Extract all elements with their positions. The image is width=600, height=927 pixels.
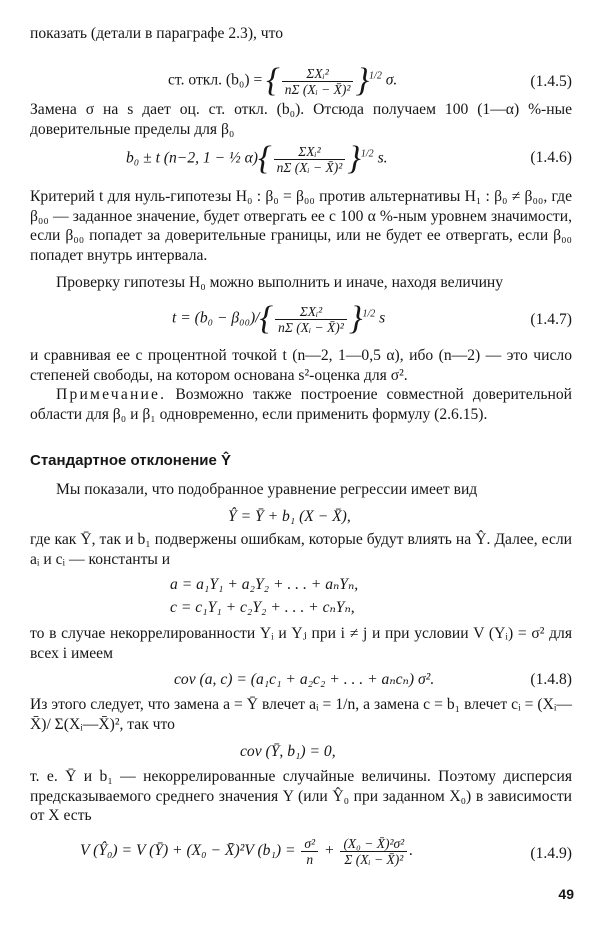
- fraction-denominator: nΣ (Xᵢ − X̄)²: [278, 319, 344, 335]
- paragraph-note: [30, 385, 572, 424]
- exponent: 1/2: [360, 148, 374, 160]
- equation-lhs: V (Ŷ₀) = V (Ȳ) + (X₀ − X̄)²V (b₁) =: [80, 842, 300, 860]
- book-page: показать (детали в параграфе 2.3), что ст. откл. (b₀) = { $\frac{\text{ΣXᵢ²}}{\text{nΣ (Xᵢ − X̄)²}}$ }$^{1/2}$ σ. (1.4.5) Замена σ на s дает оц. ст. откл. (b₀). Отсюда получаем 100 (1—α) %-ные доверительные пределы для β₀ b₀ ± t (n−2, 1 − ½ α){ $\frac{\text{ΣXᵢ²}}{\text{nΣ (Xᵢ − X̄)²}}$ }$^{1/2}$ s. (1.4.6) Критерий t для нуль-гипотезы H₀ : β₀ = β₀₀ против альтернативы H₁ : β₀ ≠ β₀₀, где β₀₀ — заданное значение, будет отвергать ее с 100 α %-ным уровнем значимости, если β₀₀ попадет за доверительные границы, или не будет ее отвергать, если β₀₀ попадет внутрь интервала. Проверку гипотезы H₀ можно выполнить и иначе, находя величину t = (b₀ − β₀₀)/{ $\frac{\text{ΣXᵢ²}}{\text{nΣ (Xᵢ − X̄)²}}$ }$^{1/2}$ s (1.4.7) и сравнивая ее с процентной точкой t (n—2, 1—0,5 α), ибо (n—2) — это число степеней свободы, на котором основана s²-оценка для σ². Примечание. Возможно также построение совместной доверительной области для β₀ и β₁ одновременно, если применить формулу (2.6.15). Стандартное отклонение Ŷ Мы показали, что подобранное уравнение регрессии имеет вид Ŷ = Ȳ + b₁ (X − X̄), где как Ȳ, так и b₁ подвержены ошибкам, которые будут влиять на Ŷ. Далее, если aᵢ и cᵢ — константы и a = a₁Y₁ + a₂Y₂ + . . . + aₙYₙ, c = c₁Y₁ + c₂Y₂ + . . . + cₙYₙ, то в случае некоррелированности Yᵢ и Yⱼ при i ≠ j и при условии V (Yᵢ) = σ² для всех i имеем cov (a, c) = (a₁c₁ + a₂c₂ + . . . + aₙcₙ) σ². (1.4.8) Из этого следует, что замена a = Ȳ влечет aᵢ = 1/n, а замена c = b₁ влечет cᵢ = (Xᵢ—X̄)/ Σ(Xᵢ—X̄)², так что cov (Ȳ, b₁) = 0, т. е. Ȳ и b₁ — некоррелированные случайные величины. Поэтому дисперсия предсказываемого среднего значения Y (или Ŷ₀ при заданном X₀) в зависимости от X есть V (Ŷ₀) = V (Ȳ) + (X₀ − X̄)²V (b₁) = $\frac{\text{σ²}}{n}$ + $\frac{\text{(X₀ − X̄)²σ²}}{\text{Σ (Xᵢ − X̄)²}}$ . (1.4.9) 49: [0, 0, 600, 927]
- equation-number: (1.4.8): [530, 671, 572, 688]
- paragraph-check-hypothesis: Проверку гипотезы H₀ можно выполнить и иначе, находя величину: [56, 274, 504, 291]
- equation-lhs: ст. откл. (b₀) =: [168, 71, 267, 89]
- equation-tail: σ.: [381, 71, 398, 89]
- equation-lhs: t = (b₀ − β₀₀)/: [172, 309, 260, 327]
- paragraph-regression: Мы показали, что подобранное уравнение регрессии имеет вид: [56, 481, 478, 498]
- equation-number: (1.4.5): [530, 73, 572, 90]
- exponent: 1/2: [369, 70, 382, 82]
- note-lead: Примечание.: [56, 386, 167, 403]
- fraction-numerator: ΣXᵢ²: [282, 66, 354, 82]
- equation-lhs: b₀ ± t (n−2, 1 − ½ α): [126, 149, 258, 167]
- paragraph-replacement: Замена σ на s дает оц. ст. откл. (b₀). Отсюда получаем 100 (1—α) %-ные доверительные пределы для β₀: [30, 101, 572, 138]
- paragraph-compare: и сравнивая ее с процентной точкой t (n—2, 1—0,5 α), ибо (n—2) — это число степеней свободы, на котором основана s²-оценка для σ².: [30, 347, 572, 384]
- paragraph-errors: где как Ȳ, так и b₁ подвержены ошибкам, которые будут влиять на Ŷ. Далее, если aᵢ и cᵢ — константы и: [30, 531, 572, 568]
- paragraph-intro: показать (детали в параграфе 2.3), что: [30, 25, 284, 42]
- paragraph-variance: т. е. Ȳ и b₁ — некоррелированные случайные величины. Поэтому дисперсия предсказываемого среднего значения Y (или Ŷ₀ при заданном X₀) в зависимости от X есть: [30, 768, 572, 824]
- paragraph-follows: Из этого следует, что замена a = Ȳ влечет aᵢ = 1/n, а замена c = b₁ влечет cᵢ = (Xᵢ—X̄)/ Σ(Xᵢ—X̄)², так что: [30, 696, 572, 733]
- fraction-numerator: ΣXᵢ²: [274, 144, 346, 160]
- paragraph-criterion: Критерий t для нуль-гипотезы H₀ : β₀ = β₀₀ против альтернативы H₁ : β₀ ≠ β₀₀, где β₀₀ — заданное значение, будет отвергать ее с 100 α %-ным уровнем значимости, если β₀₀ попадет за доверительные границы, или не будет ее отвергать, если β₀₀ попадет внутрь интервала.: [30, 188, 572, 264]
- fraction-denominator: nΣ (Xᵢ − X̄)²: [276, 159, 343, 175]
- equation-number: (1.4.9): [530, 845, 572, 862]
- equation-tail: s.: [373, 149, 388, 167]
- page-number: 49: [558, 886, 574, 902]
- equation-number: (1.4.7): [530, 311, 572, 328]
- fraction-numerator: ΣXᵢ²: [275, 304, 347, 320]
- equation-1-4-6: b₀ ± t (n−2, 1 − ½ α){ $\frac{\text{ΣXᵢ²}}{\text{nΣ (Xᵢ − X̄)²}}$ }$^{1/2}$ s. (1.4.6): [126, 140, 572, 177]
- equation-number: (1.4.6): [530, 149, 572, 166]
- fraction-denominator: nΣ (Xᵢ − X̄)²: [284, 81, 351, 97]
- paragraph-uncorrelated: то в случае некоррелированности Yᵢ и Yⱼ при i ≠ j и при условии V (Yᵢ) = σ² для всех i имеем: [30, 625, 572, 662]
- equation-1-4-9: V (Ŷ₀) = V (Ȳ) + (X₀ − X̄)²V (b₁) = $\frac{\text{σ²}}{n}$ + $\frac{\text{(X₀ − X̄)²σ²}}{\text{Σ (Xᵢ − X̄)²}}$ . (1.4.9): [80, 836, 572, 867]
- equation-1-4-5: ст. откл. (b₀) = { $\frac{\text{ΣXᵢ²}}{\text{nΣ (Xᵢ − X̄)²}}$ }$^{1/2}$ σ. (1.4.5): [168, 62, 572, 99]
- equation-1-4-7: t = (b₀ − β₀₀)/{ $\frac{\text{ΣXᵢ²}}{\text{nΣ (Xᵢ − X̄)²}}$ }$^{1/2}$ s (1.4.7): [172, 300, 572, 337]
- exponent: 1/2: [362, 308, 376, 320]
- equation-tail: s: [375, 309, 386, 327]
- section-heading: Стандартное отклонение Ŷ: [30, 452, 232, 469]
- note-text: Возможно также построение совместной доверительной области для β₀ и β₁ одновременно, если применить формулу (2.6.15).: [30, 386, 572, 423]
